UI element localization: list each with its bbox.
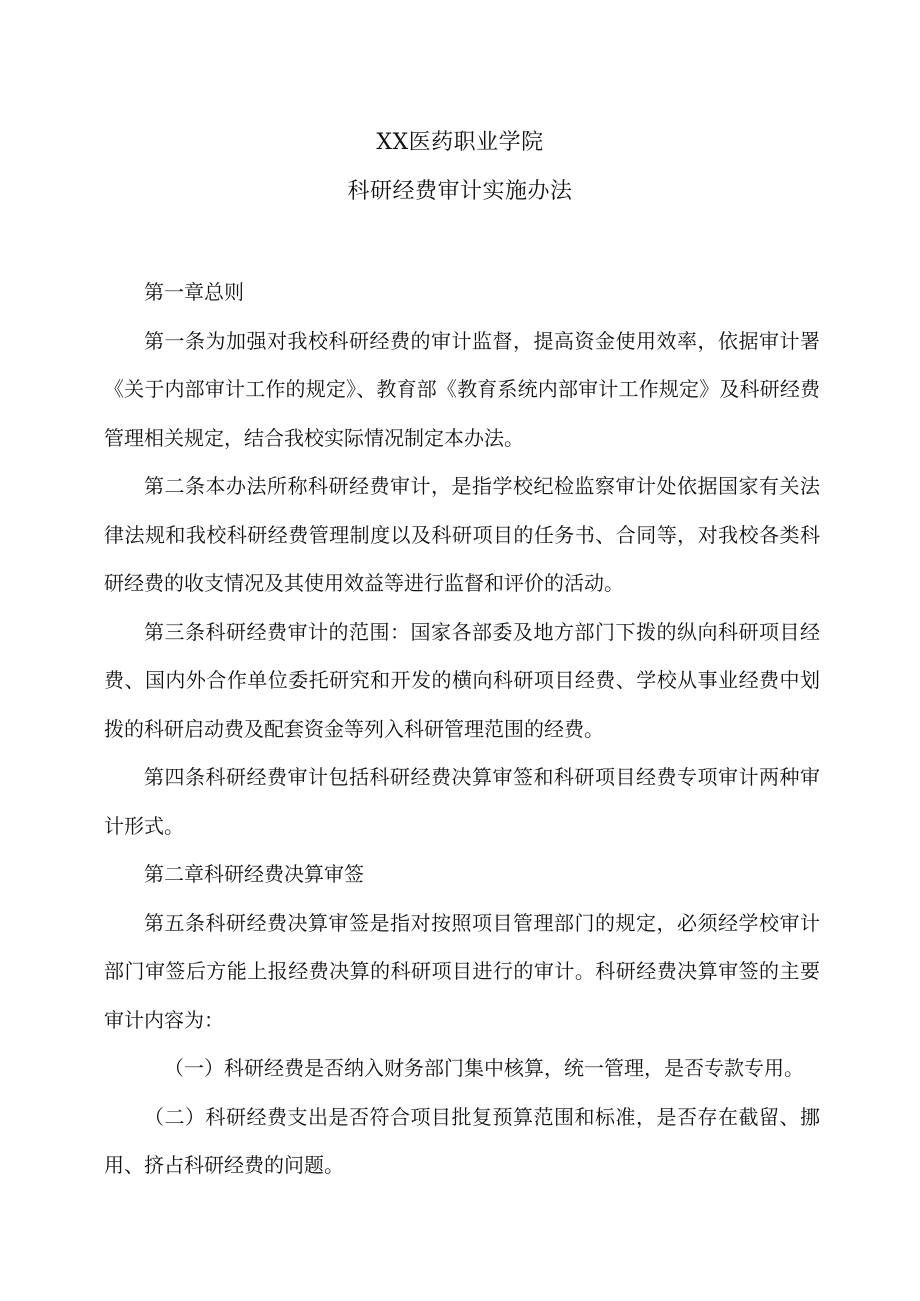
article-5-item-2: （二）科研经费支出是否符合项目批复预算范围和标准，是否存在截留、挪用、挤占科研经费的问题。 <box>104 1104 820 1177</box>
article-4: 第四条科研经费审计包括科研经费决算审签和科研项目经费专项审计两种审计形式。 <box>104 765 820 838</box>
chapter-heading-general: 第一章总则 <box>144 280 244 304</box>
article-1: 第一条为加强对我校科研经费的审计监督，提高资金使用效率，依据审计署《关于内部审计工作的规定》、教育部《教育系统内部审计工作规定》及科研经费管理相关规定，结合我校实际情况制定本办法。 <box>104 328 820 450</box>
article-3: 第三条科研经费审计的范围：国家各部委及地方部门下拨的纵向科研项目经费、国内外合作单位委托研究和开发的横向科研项目经费、学校从事业经费中划拨的科研启动费及配套资金等列入科研管理范围的经费。 <box>104 619 820 741</box>
document-body <box>104 268 820 1190</box>
article-2: 第二条本办法所称科研经费审计，是指学校纪检监察审计处依据国家有关法律法规和我校科研经费管理制度以及科研项目的任务书、合同等，对我校各类科研经费的收支情况及其使用效益等进行监督和评价的活动。 <box>104 474 820 595</box>
article-5: 第五条科研经费决算审签是指对按照项目管理部门的规定，必须经学校审计部门审签后方能上报经费决算的科研项目进行的审计。科研经费决算审签的主要审计内容为： <box>104 910 820 1032</box>
article-5-item-1: （一）科研经费是否纳入财务部门集中核算，统一管理，是否专款专用。 <box>164 1056 804 1080</box>
chapter-heading-final-accounts: 第二章科研经费决算审签 <box>144 862 364 886</box>
document-title-regulation: 科研经费审计实施办法 <box>347 179 573 204</box>
document-title-institution: XX医药职业学院 <box>376 130 544 155</box>
